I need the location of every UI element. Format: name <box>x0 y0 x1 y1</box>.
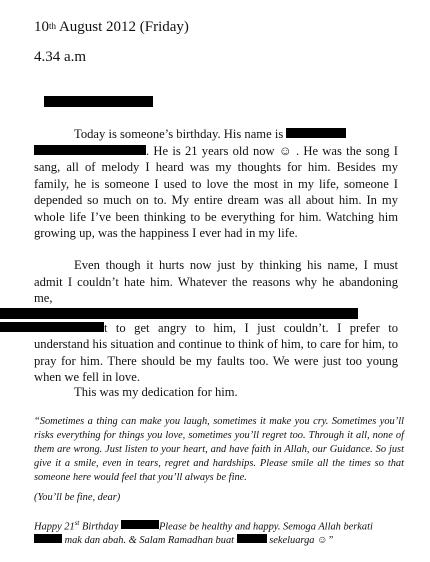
quote-aside: (You’ll be fine, dear) <box>34 492 121 503</box>
redacted-heading <box>44 96 153 107</box>
paragraph-birthday: Today is someone’s birthday. His name is . He is 21 years old now ☺ . He was the song I sang, all of melody I heard was my thoughts for him. Besides my family, he is someone I used to love the most in my life, someone I depended so much on to. My entire dream was all about him. In my whole life I’ve been thinking to be everything for him. Watching him growing up, was the happiness I ever had in my life. <box>34 127 398 240</box>
quote-main: “Sometimes a thing can make you laugh, sometimes it make you cry. Sometimes you’ll risks everything for things you love, sometimes you’ll regret too. Through it all, none of them are wrong. Just listen to your heart, and have faith in Allah, our Guidance. So just give it a smile, even in tears, regret and hardships. Please smile all the times so that someone here would feel that you’ll always be fine. <box>34 416 404 483</box>
redacted-word <box>34 534 62 543</box>
quote-closing: Happy 21st Birthday Please be healthy and happy. Semoga Allah berkati mak dan abah. & Salam Ramadhan buat sekeluarga ☺” <box>34 519 373 547</box>
redacted-nickname <box>121 520 159 529</box>
redacted-line <box>0 308 358 319</box>
date-ordinal-suffix: th <box>49 21 57 31</box>
redacted-family-name <box>237 534 267 543</box>
entry-date: 10th August 2012 (Friday) <box>34 19 189 35</box>
entry-time: 4.34 a.m <box>34 49 87 65</box>
redacted-name-continued <box>34 145 146 155</box>
redacted-name <box>286 128 346 138</box>
ordinal-suffix: st <box>74 519 80 527</box>
paragraph-dedication: This was my dedication for him. <box>74 385 238 399</box>
redacted-phrase <box>0 322 104 332</box>
paragraph-feelings: Even though it hurts now just by thinking his name, I must admit I couldn’t hate him. Whatever the reasons why he abandoning me, t to get angry to him, I just couldn’t. I prefer to understand his situation and continue to think of him, to care for him, to pray for him. There should be my faults too. We were just too young when we fell in love. <box>34 257 398 386</box>
